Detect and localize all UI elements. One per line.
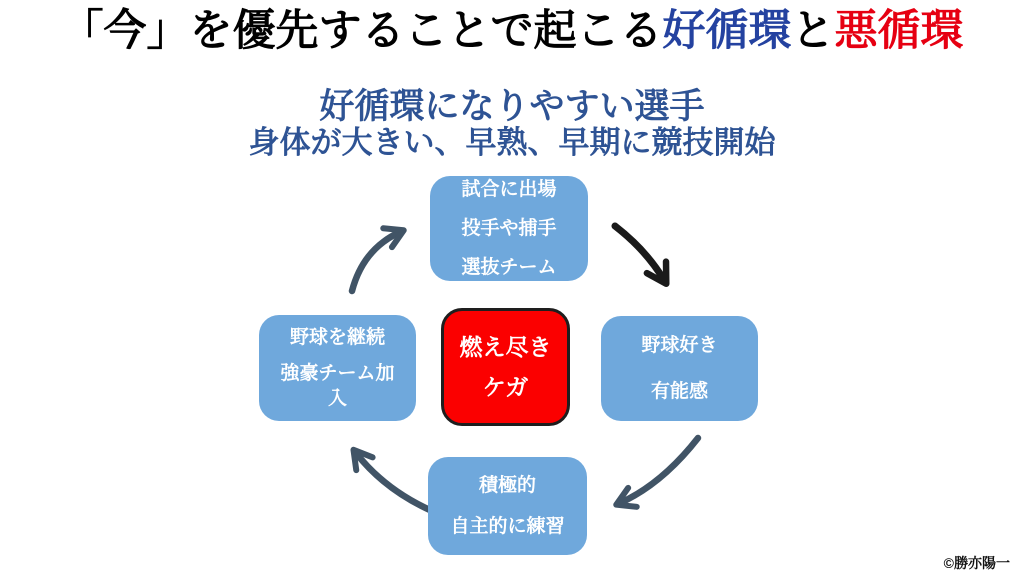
cycle-box-continue-baseball [259, 315, 416, 421]
title-prefix: 「今」を優先することで起こる [60, 7, 663, 55]
center-box-burnout-injury [441, 308, 570, 426]
box-line: 選抜チーム [461, 257, 557, 279]
copyright-credit: ©勝亦陽一 [943, 555, 1010, 571]
arrow-bottom-to-left-icon [356, 453, 432, 511]
box-line: 積極的 [478, 475, 536, 497]
cycle-box-loves-baseball [601, 316, 758, 421]
title-good-cycle: 好循環 [662, 7, 792, 55]
box-line: 有能感 [650, 380, 708, 402]
subtitle-line2: 身体が大きい、早熟、早期に競技開始 [248, 125, 776, 160]
title-connector: と [791, 7, 835, 55]
arrow-left-to-top-icon [352, 232, 400, 291]
box-line: 燃え尽き [459, 334, 552, 361]
arrow-top-to-right-icon [615, 226, 664, 280]
box-line: 野球好き [641, 335, 718, 357]
arrow-right-to-bottom-icon [620, 438, 698, 503]
cycle-box-game-participation [430, 176, 588, 281]
subtitle-line1: 好循環になりやすい選手 [319, 87, 705, 126]
box-line: 強豪チーム加入 [280, 362, 395, 410]
box-line: 試合に出場 [461, 178, 557, 200]
box-line: 野球を継続 [289, 326, 385, 348]
box-line: ケガ [482, 373, 529, 400]
box-line: 自主的に練習 [450, 515, 565, 537]
page-title [0, 6, 1024, 58]
cycle-box-practice [428, 457, 587, 555]
box-line: 投手や捕手 [461, 217, 557, 239]
title-bad-cycle: 悪循環 [834, 7, 964, 55]
